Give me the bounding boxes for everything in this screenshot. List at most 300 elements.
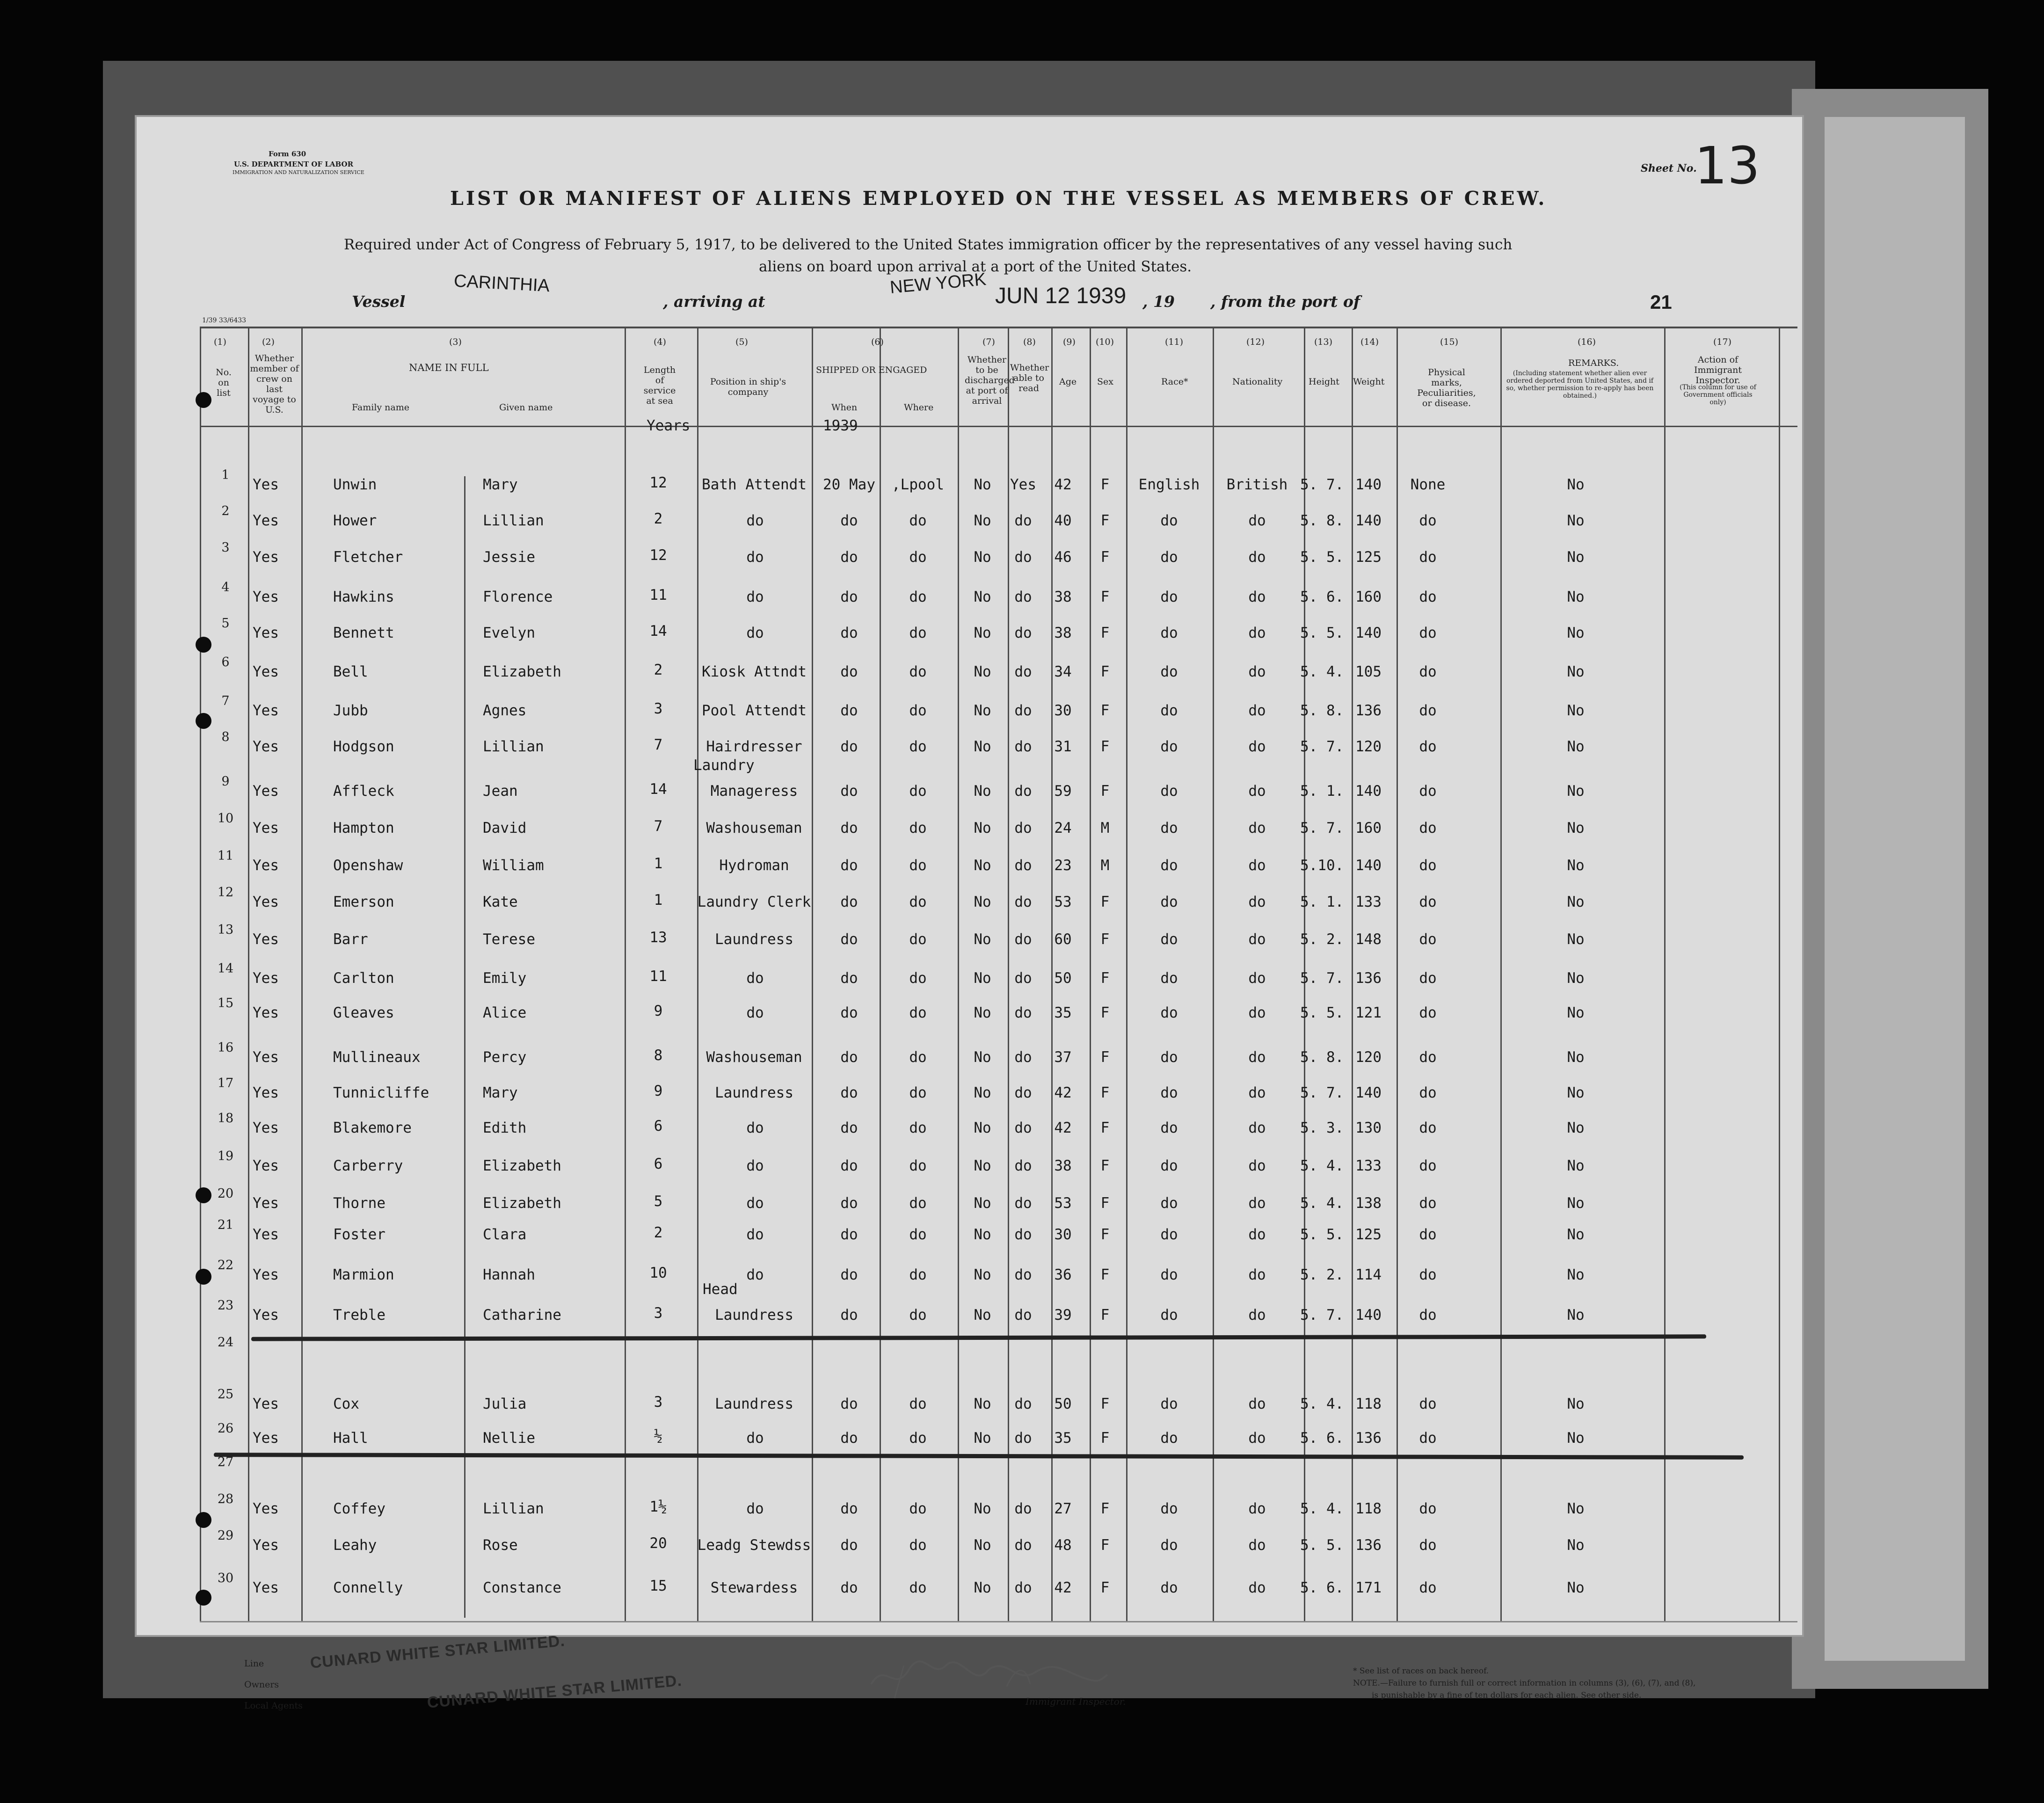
- nationality-cell: do: [1248, 970, 1266, 987]
- shipped-where-cell: do: [909, 1084, 927, 1101]
- column-rule: [880, 327, 881, 1621]
- table-top-rule: [200, 327, 1797, 328]
- race-cell: do: [1160, 663, 1178, 680]
- race-cell: do: [1160, 702, 1178, 719]
- shipped-where-cell: do: [909, 970, 927, 987]
- able-to-read-cell: do: [1014, 970, 1032, 987]
- nationality-cell: do: [1248, 857, 1266, 874]
- physical-marks-cell: do: [1419, 783, 1437, 800]
- position-cell: Pool Attendt: [702, 702, 807, 719]
- age-cell: 38: [1054, 589, 1072, 605]
- position-cell: do: [746, 1500, 764, 1517]
- able-to-read-cell: do: [1014, 663, 1032, 680]
- column-rule: [1352, 327, 1353, 1621]
- discharged-cell: No: [974, 625, 991, 641]
- discharged-cell: No: [974, 702, 991, 719]
- height-cell: 5. 2.: [1300, 931, 1344, 948]
- vessel-label: Vessel: [352, 292, 406, 311]
- given-name-cell: Catharine: [483, 1307, 561, 1323]
- remarks-cell: No: [1567, 1307, 1585, 1323]
- age-cell: 53: [1054, 1195, 1072, 1212]
- given-name-cell: Jessie: [483, 549, 535, 566]
- shipped-when-cell: do: [840, 894, 858, 910]
- service-years-cell: 14: [649, 623, 667, 640]
- service-years-cell: 3: [654, 700, 663, 717]
- physical-marks-cell: do: [1419, 589, 1437, 605]
- inspector-signature: [866, 1651, 1110, 1703]
- service-years-cell: 6: [654, 1118, 663, 1134]
- shipped-where-cell: do: [909, 783, 927, 800]
- shipped-where-cell: do: [909, 1195, 927, 1212]
- sex-cell: F: [1100, 931, 1110, 948]
- nationality-cell: do: [1248, 1307, 1266, 1323]
- race-cell: do: [1160, 894, 1178, 910]
- shipped-when-cell: do: [840, 549, 858, 566]
- shipped-where-cell: do: [909, 1307, 927, 1323]
- row-number: 18: [217, 1111, 234, 1126]
- service-years-cell: 8: [654, 1047, 663, 1064]
- sex-cell: F: [1100, 549, 1110, 566]
- member-cell: Yes: [253, 1430, 279, 1447]
- age-cell: 40: [1054, 512, 1072, 529]
- remarks-cell: No: [1567, 1049, 1585, 1066]
- punch-hole: [196, 1269, 211, 1285]
- member-cell: Yes: [253, 1120, 279, 1136]
- service-years-cell: ½: [654, 1428, 663, 1445]
- shipped-where-cell: do: [909, 1049, 927, 1066]
- row-number: 9: [221, 774, 230, 789]
- position-cell: do: [746, 512, 764, 529]
- service-years-cell: 13: [649, 929, 667, 946]
- physical-marks-cell: do: [1419, 1004, 1437, 1021]
- date-stamp: JUN 12 1939: [995, 284, 1127, 308]
- family-name-cell: Hower: [333, 512, 377, 529]
- position-cell-line1: Head: [703, 1281, 738, 1298]
- given-name-cell: Lillian: [483, 1500, 544, 1517]
- col7-num: (7): [982, 337, 995, 347]
- col11-label: Race*: [1161, 377, 1188, 387]
- service-years-cell: 2: [654, 510, 663, 527]
- discharged-cell: No: [974, 894, 991, 910]
- nationality-cell: do: [1248, 894, 1266, 910]
- position-cell: do: [746, 589, 764, 605]
- sex-cell: F: [1100, 1266, 1110, 1283]
- shipped-when-cell: do: [840, 625, 858, 641]
- race-cell: do: [1160, 1266, 1178, 1283]
- given-name-cell: Hannah: [483, 1266, 535, 1283]
- shipped-where-cell: do: [909, 1157, 927, 1174]
- age-cell: 36: [1054, 1266, 1072, 1283]
- member-cell: Yes: [253, 1226, 279, 1243]
- able-to-read-cell: do: [1014, 1430, 1032, 1447]
- member-cell: Yes: [253, 625, 279, 641]
- subtitle-line-1: Required under Act of Congress of February 5, 1917, to be delivered to the United States immigration officer by the representatives of any vessel having such: [344, 236, 1513, 253]
- remarks-cell: No: [1567, 589, 1585, 605]
- nationality-cell: British: [1226, 476, 1288, 493]
- col3-label: NAME IN FULL: [409, 362, 489, 373]
- physical-marks-cell: do: [1419, 1537, 1437, 1554]
- able-to-read-cell: do: [1014, 1307, 1032, 1323]
- sex-cell: F: [1100, 1049, 1110, 1066]
- member-cell: Yes: [253, 1307, 279, 1323]
- age-cell: 38: [1054, 625, 1072, 641]
- weight-cell: 136: [1355, 1430, 1382, 1447]
- position-cell: Kiosk Attndt: [702, 663, 807, 680]
- row-number: 22: [217, 1258, 234, 1272]
- sex-cell: F: [1100, 738, 1110, 755]
- weight-cell: 148: [1355, 931, 1382, 948]
- weight-cell: 160: [1355, 589, 1382, 605]
- weight-cell: 138: [1355, 1195, 1382, 1212]
- punch-hole: [196, 713, 211, 729]
- col15-num: (15): [1440, 337, 1459, 347]
- able-to-read-cell: do: [1014, 1157, 1032, 1174]
- given-name-cell: Clara: [483, 1226, 527, 1243]
- age-cell: 31: [1054, 738, 1072, 755]
- col9-num: (9): [1063, 337, 1076, 347]
- able-to-read-cell: do: [1014, 589, 1032, 605]
- nationality-cell: do: [1248, 1004, 1266, 1021]
- shipped-where-cell: do: [909, 663, 927, 680]
- able-to-read-cell: do: [1014, 1004, 1032, 1021]
- column-rule: [464, 476, 466, 1618]
- race-cell: do: [1160, 1500, 1178, 1517]
- given-name-cell: Evelyn: [483, 625, 535, 641]
- shipped-where-cell: do: [909, 1266, 927, 1283]
- age-cell: 53: [1054, 894, 1072, 910]
- column-rule: [1779, 327, 1780, 1621]
- row-number: 26: [217, 1421, 234, 1436]
- footnote-2: NOTE.—Failure to furnish full or correct information in columns (3), (6), (7), and (8),: [1353, 1679, 1696, 1688]
- given-name-cell: Nellie: [483, 1430, 535, 1447]
- shipped-when-cell: do: [840, 931, 858, 948]
- age-cell: 60: [1054, 931, 1072, 948]
- shipped-when-cell: do: [840, 1500, 858, 1517]
- shipped-where-cell: do: [909, 894, 927, 910]
- service-years-cell: 2: [654, 662, 663, 678]
- column-rule: [1664, 327, 1666, 1621]
- shipped-when-cell: do: [840, 820, 858, 836]
- col16-note: (Including statement whether alien ever ordered deported from United States, and if so, whether permission to re-apply has been obtained.): [1506, 370, 1654, 400]
- member-cell: Yes: [253, 1266, 279, 1283]
- given-name-cell: Julia: [483, 1396, 527, 1412]
- physical-marks-cell: do: [1419, 1266, 1437, 1283]
- col17-note: (This column for use of Government officials only): [1680, 384, 1756, 406]
- physical-marks-cell: do: [1419, 1396, 1437, 1412]
- shipped-when-cell: do: [840, 512, 858, 529]
- shipped-when-cell: do: [840, 738, 858, 755]
- remarks-cell: No: [1567, 1579, 1585, 1596]
- age-cell: 35: [1054, 1430, 1072, 1447]
- weight-cell: 125: [1355, 1226, 1382, 1243]
- shipped-where-cell: do: [909, 1004, 927, 1021]
- physical-marks-cell: do: [1419, 820, 1437, 836]
- shipped-when-cell: do: [840, 1004, 858, 1021]
- able-to-read-cell: do: [1014, 1579, 1032, 1596]
- shipped-where-cell: do: [909, 702, 927, 719]
- discharged-cell: No: [974, 820, 991, 836]
- owners-stamp: CUNARD WHITE STAR LIMITED.: [426, 1672, 683, 1712]
- family-name-cell: Jubb: [333, 702, 368, 719]
- given-name-cell: Emily: [483, 970, 527, 987]
- col17-num: (17): [1713, 337, 1732, 347]
- able-to-read-cell: do: [1014, 1084, 1032, 1101]
- physical-marks-cell: do: [1419, 1157, 1437, 1174]
- col14-num: (14): [1360, 337, 1379, 347]
- member-cell: Yes: [253, 1049, 279, 1066]
- page-number: 21: [1650, 291, 1672, 313]
- family-name-cell: Blakemore: [333, 1120, 412, 1136]
- nationality-cell: do: [1248, 589, 1266, 605]
- family-name-cell: Tunnicliffe: [333, 1084, 429, 1101]
- shipped-when-cell: do: [840, 1396, 858, 1412]
- family-name-cell: Emerson: [333, 894, 394, 910]
- nationality-cell: do: [1248, 1537, 1266, 1554]
- height-cell: 5. 6.: [1300, 1579, 1344, 1596]
- age-cell: 59: [1054, 783, 1072, 800]
- age-cell: 23: [1054, 857, 1072, 874]
- remarks-cell: No: [1567, 1157, 1585, 1174]
- physical-marks-cell: do: [1419, 1226, 1437, 1243]
- column-rule: [1397, 327, 1398, 1621]
- able-to-read-cell: Yes: [1010, 476, 1036, 493]
- height-cell: 5. 4.: [1300, 1396, 1344, 1412]
- sex-cell: F: [1100, 1084, 1110, 1101]
- physical-marks-cell: do: [1419, 625, 1437, 641]
- service-years-cell: 1: [654, 855, 663, 872]
- nationality-cell: do: [1248, 1226, 1266, 1243]
- row-number: 30: [217, 1571, 234, 1585]
- from-port-label: , from the port of: [1210, 292, 1360, 311]
- form-number: Form 630: [269, 150, 306, 158]
- given-name-cell: Lillian: [483, 738, 544, 755]
- age-cell: 50: [1054, 970, 1072, 987]
- family-name-cell: Hodgson: [333, 738, 394, 755]
- row-number: 17: [217, 1076, 234, 1091]
- col15-label: Physical marks, Peculiarities, or disease.: [1417, 367, 1476, 408]
- position-cell: Hairdresser: [706, 738, 802, 755]
- race-cell: do: [1160, 857, 1178, 874]
- position-cell: Laundress: [715, 931, 793, 948]
- family-name-cell: Affleck: [333, 783, 394, 800]
- shipped-when-cell: do: [840, 857, 858, 874]
- nationality-cell: do: [1248, 549, 1266, 566]
- sex-cell: F: [1100, 894, 1110, 910]
- sex-cell: F: [1100, 1396, 1110, 1412]
- col10-num: (10): [1096, 337, 1114, 347]
- service-years-cell: 3: [654, 1394, 663, 1410]
- sex-cell: F: [1100, 1537, 1110, 1554]
- member-cell: Yes: [253, 931, 279, 948]
- shipped-where-cell: ,Lpool: [892, 476, 944, 493]
- service-years-cell: 12: [649, 547, 667, 564]
- row-24-strikeout: [251, 1334, 1706, 1341]
- physical-marks-cell: do: [1419, 894, 1437, 910]
- given-name-cell: Elizabeth: [483, 1195, 561, 1212]
- manifest-sheet: [137, 117, 1802, 1712]
- nationality-cell: do: [1248, 1500, 1266, 1517]
- weight-cell: 130: [1355, 1120, 1382, 1136]
- position-cell: do: [746, 625, 764, 641]
- position-cell: Laundress: [715, 1396, 793, 1412]
- nationality-cell: do: [1248, 512, 1266, 529]
- height-cell: 5. 7.: [1300, 1307, 1344, 1323]
- shipped-when-cell: do: [840, 1266, 858, 1283]
- given-name-cell: Alice: [483, 1004, 527, 1021]
- able-to-read-cell: do: [1014, 625, 1032, 641]
- shipped-where-cell: do: [909, 1430, 927, 1447]
- weight-cell: 140: [1355, 512, 1382, 529]
- height-cell: 5. 2.: [1300, 1266, 1344, 1283]
- given-name-cell: Rose: [483, 1537, 518, 1554]
- shipped-where-cell: do: [909, 625, 927, 641]
- able-to-read-cell: do: [1014, 1049, 1032, 1066]
- sex-cell: F: [1100, 702, 1110, 719]
- service-years-cell: 2: [654, 1224, 663, 1241]
- family-name-cell: Gleaves: [333, 1004, 394, 1021]
- nationality-cell: do: [1248, 1049, 1266, 1066]
- physical-marks-cell: None: [1410, 476, 1446, 493]
- sex-cell: F: [1100, 1226, 1110, 1243]
- service-years-cell: 7: [654, 818, 663, 835]
- remarks-cell: No: [1567, 931, 1585, 948]
- family-name-cell: Marmion: [333, 1266, 394, 1283]
- member-cell: Yes: [253, 1157, 279, 1174]
- weight-cell: 133: [1355, 1157, 1382, 1174]
- row-number: 20: [217, 1186, 234, 1201]
- remarks-cell: No: [1567, 1226, 1585, 1243]
- age-cell: 34: [1054, 663, 1072, 680]
- position-cell: do: [746, 970, 764, 987]
- position-cell: Hydroman: [719, 857, 789, 874]
- position-cell: do: [746, 1266, 764, 1283]
- able-to-read-cell: do: [1014, 1120, 1032, 1136]
- position-cell: Washouseman: [706, 1049, 802, 1066]
- height-cell: 5. 5.: [1300, 549, 1344, 566]
- position-cell: Stewardess: [710, 1579, 798, 1596]
- height-cell: 5. 8.: [1300, 702, 1344, 719]
- year-label: , 19: [1142, 292, 1175, 311]
- discharged-cell: No: [974, 1430, 991, 1447]
- race-cell: do: [1160, 549, 1178, 566]
- col7-label: Whether to be discharged at port of arrival: [965, 355, 1015, 406]
- member-cell: Yes: [253, 1084, 279, 1101]
- able-to-read-cell: do: [1014, 931, 1032, 948]
- discharged-cell: No: [974, 1157, 991, 1174]
- col6-num: (6): [871, 337, 884, 347]
- given-name-cell: Terese: [483, 931, 535, 948]
- col3-given: Given name: [499, 402, 553, 413]
- member-cell: Yes: [253, 783, 279, 800]
- col9-label: Age: [1059, 377, 1077, 387]
- physical-marks-cell: do: [1419, 738, 1437, 755]
- nationality-cell: do: [1248, 1266, 1266, 1283]
- nationality-cell: do: [1248, 1084, 1266, 1101]
- department: U.S. DEPARTMENT OF LABOR: [234, 160, 354, 168]
- discharged-cell: No: [974, 970, 991, 987]
- race-cell: do: [1160, 1307, 1178, 1323]
- discharged-cell: No: [974, 1537, 991, 1554]
- position-cell: do: [746, 1157, 764, 1174]
- service-years-cell: 14: [649, 781, 667, 798]
- row-number: 5: [221, 616, 230, 631]
- column-rule: [248, 327, 249, 1621]
- able-to-read-cell: do: [1014, 1396, 1032, 1412]
- height-cell: 5. 7.: [1300, 476, 1344, 493]
- age-cell: 42: [1054, 1579, 1072, 1596]
- row-number: 6: [221, 655, 230, 669]
- family-name-cell: Cox: [333, 1396, 359, 1412]
- able-to-read-cell: do: [1014, 857, 1032, 874]
- given-name-cell: Florence: [483, 589, 553, 605]
- row-number: 8: [221, 730, 230, 744]
- family-name-cell: Hall: [333, 1430, 368, 1447]
- age-cell: 27: [1054, 1500, 1072, 1517]
- sex-cell: F: [1100, 476, 1110, 493]
- row-number: 29: [217, 1528, 234, 1543]
- height-cell: 5. 5.: [1300, 1004, 1344, 1021]
- member-cell: Yes: [253, 589, 279, 605]
- column-rule: [1213, 327, 1214, 1621]
- shipped-where-cell: do: [909, 738, 927, 755]
- position-cell: do: [746, 1120, 764, 1136]
- service-name: IMMIGRATION AND NATURALIZATION SERVICE: [233, 169, 364, 175]
- weight-cell: 133: [1355, 894, 1382, 910]
- col10-label: Sex: [1097, 377, 1113, 387]
- family-name-cell: Carlton: [333, 970, 394, 987]
- physical-marks-cell: do: [1419, 1084, 1437, 1101]
- able-to-read-cell: do: [1014, 1226, 1032, 1243]
- column-rule: [301, 327, 303, 1621]
- service-years-cell: 15: [649, 1578, 667, 1594]
- family-name-cell: Hampton: [333, 820, 394, 836]
- race-cell: do: [1160, 1049, 1178, 1066]
- sex-cell: F: [1100, 1430, 1110, 1447]
- able-to-read-cell: do: [1014, 1195, 1032, 1212]
- discharged-cell: No: [974, 1579, 991, 1596]
- nationality-cell: do: [1248, 625, 1266, 641]
- sex-cell: M: [1100, 857, 1110, 874]
- shipped-where-cell: do: [909, 1537, 927, 1554]
- given-name-cell: Mary: [483, 1084, 518, 1101]
- member-cell: Yes: [253, 738, 279, 755]
- able-to-read-cell: do: [1014, 738, 1032, 755]
- member-cell: Yes: [253, 512, 279, 529]
- nationality-cell: do: [1248, 1396, 1266, 1412]
- given-name-cell: Edith: [483, 1120, 527, 1136]
- shipped-when-cell: do: [840, 1157, 858, 1174]
- footnote-3: is punishable by a fine of ten dollars for each alien. See other side.: [1372, 1691, 1642, 1700]
- given-name-cell: Elizabeth: [483, 663, 561, 680]
- nationality-cell: do: [1248, 1195, 1266, 1212]
- sex-cell: F: [1100, 1307, 1110, 1323]
- able-to-read-cell: do: [1014, 894, 1032, 910]
- physical-marks-cell: do: [1419, 1120, 1437, 1136]
- shipped-where-cell: do: [909, 820, 927, 836]
- discharged-cell: No: [974, 1084, 991, 1101]
- punch-hole: [196, 392, 211, 408]
- print-code: 1/39 33/6433: [202, 317, 247, 324]
- race-cell: do: [1160, 1004, 1178, 1021]
- height-cell: 5. 7.: [1300, 738, 1344, 755]
- shipped-when-cell: do: [840, 970, 858, 987]
- given-name-cell: Agnes: [483, 702, 527, 719]
- able-to-read-cell: do: [1014, 783, 1032, 800]
- physical-marks-cell: do: [1419, 1430, 1437, 1447]
- port-name: NEW YORK: [889, 269, 987, 298]
- service-years-cell: 1½: [649, 1498, 667, 1515]
- sex-cell: F: [1100, 1004, 1110, 1021]
